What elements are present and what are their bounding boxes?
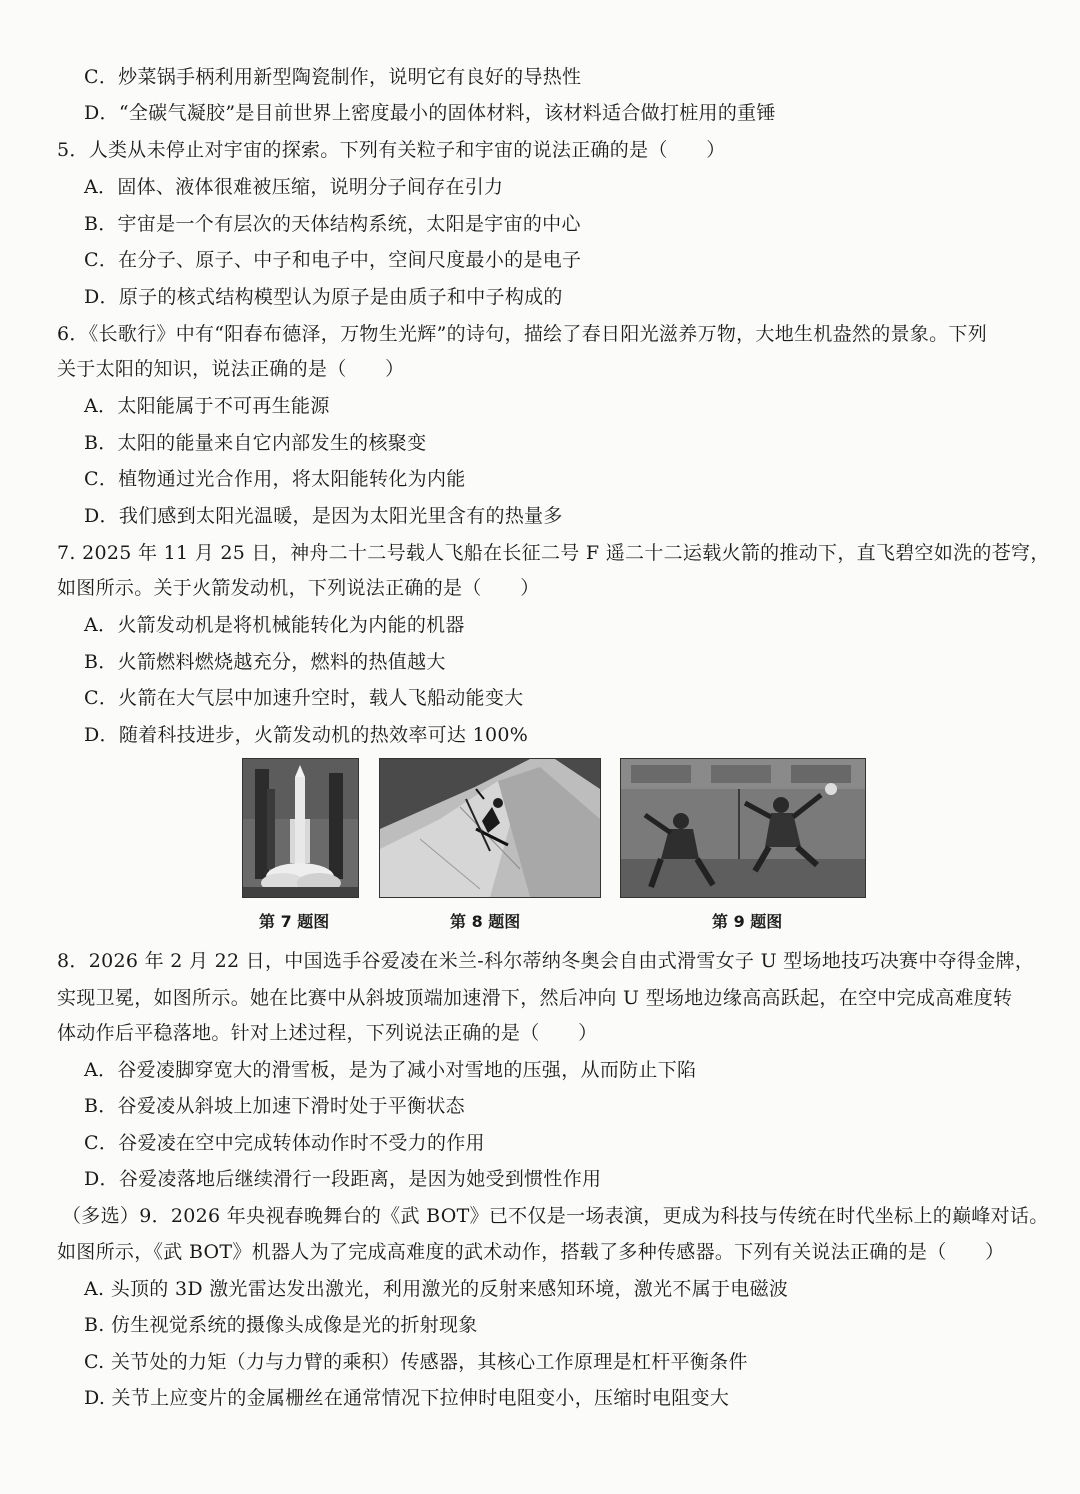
q4-option-c: C．炒菜锅手柄利用新型陶瓷制作，说明它有良好的导热性 [84, 66, 582, 88]
figure-9-robots [620, 758, 866, 898]
q5-option-d: D．原子的核式结构模型认为原子是由质子和中子构成的 [84, 286, 563, 308]
q7-option-a: A．火箭发动机是将机械能转化为内能的机器 [84, 614, 465, 636]
q6-stem: 6．《长歌行》中有“阳春布德泽，万物生光辉”的诗句，描绘了春日阳光滋养万物，大地生机盎然的景象。下列 [57, 323, 988, 345]
q8-option-d: D．谷爱凌落地后继续滑行一段距离，是因为她受到惯性作用 [84, 1168, 602, 1190]
figure-7-caption: 第 7 题图 [259, 912, 330, 931]
q9-option-a: A. 头顶的 3D 激光雷达发出激光，利用激光的反射来感知环境，激光不属于电磁波 [84, 1278, 789, 1300]
figure-9-caption: 第 9 题图 [712, 912, 783, 931]
q6-stem-cont: 关于太阳的知识，说法正确的是（ ） [57, 358, 405, 380]
q8-option-a: A．谷爱凌脚穿宽大的滑雪板，是为了减小对雪地的压强，从而防止下陷 [84, 1059, 697, 1081]
q8-option-b: B．谷爱凌从斜坡上加速下滑时处于平衡状态 [84, 1095, 465, 1117]
q6-option-d: D．我们感到太阳光温暖，是因为太阳光里含有的热量多 [84, 505, 563, 527]
q9-option-c: C. 关节处的力矩（力与力臂的乘积）传感器，其核心工作原理是杠杆平衡条件 [84, 1351, 748, 1373]
q4-option-d: D．“全碳气凝胶”是目前世界上密度最小的固体材料，该材料适合做打桩用的重锤 [84, 102, 776, 124]
q7-option-d: D．随着科技进步，火箭发动机的热效率可达 100% [84, 724, 529, 746]
q9-option-d: D. 关节上应变片的金属栅丝在通常情况下拉伸时电阻变小，压缩时电阻变大 [84, 1387, 730, 1409]
q7-stem: 7. 2025 年 11 月 25 日，神舟二十二号载人飞船在长征二号 F 遥二十二运载火箭的推动下，直飞碧空如洗的苍穹， [57, 542, 1050, 564]
q5-option-a: A．固体、液体很难被压缩，说明分子间存在引力 [84, 176, 504, 198]
q9-stem-cont: 如图所示，《武 BOT》机器人为了完成高难度的武术动作，搭载了多种传感器。下列有关说法正确的是（ ） [57, 1241, 1005, 1263]
q5-stem: 5．人类从未停止对宇宙的探索。下列有关粒子和宇宙的说法正确的是（ ） [57, 139, 726, 161]
q5-option-c: C．在分子、原子、中子和电子中，空间尺度最小的是电子 [84, 249, 582, 271]
figure-8-skier [379, 758, 601, 898]
q6-option-b: B．太阳的能量来自它内部发生的核聚变 [84, 432, 427, 454]
figure-8-caption: 第 8 题图 [450, 912, 521, 931]
figure-7-rocket [242, 758, 359, 898]
q6-option-a: A．太阳能属于不可再生能源 [84, 395, 330, 417]
q9-stem: （多选）9．2026 年央视春晚舞台的《武 BOT》已不仅是一场表演，更成为科技与传统在时代坐标上的巅峰对话。 [62, 1205, 1049, 1227]
q6-option-c: C．植物通过光合作用，将太阳能转化为内能 [84, 468, 466, 490]
q9-option-b: B. 仿生视觉系统的摄像头成像是光的折射现象 [84, 1314, 478, 1336]
q5-option-b: B．宇宙是一个有层次的天体结构系统，太阳是宇宙的中心 [84, 213, 581, 235]
q8-stem-cont-2: 体动作后平稳落地。针对上述过程，下列说法正确的是（ ） [57, 1022, 598, 1044]
q8-stem: 8．2026 年 2 月 22 日，中国选手谷爱凌在米兰-科尔蒂纳冬奥会自由式滑雪女子 U 型场地技巧决赛中夺得金牌， [57, 950, 1035, 972]
q7-option-b: B．火箭燃料燃烧越充分，燃料的热值越大 [84, 651, 446, 673]
q7-stem-cont: 如图所示。关于火箭发动机，下列说法正确的是（ ） [57, 577, 540, 599]
q7-option-c: C．火箭在大气层中加速升空时，载人飞船动能变大 [84, 687, 524, 709]
q8-stem-cont-1: 实现卫冕，如图所示。她在比赛中从斜坡顶端加速滑下，然后冲向 U 型场地边缘高高跃起，在空中完成高难度转 [57, 987, 1013, 1009]
q8-option-c: C．谷爱凌在空中完成转体动作时不受力的作用 [84, 1132, 485, 1154]
